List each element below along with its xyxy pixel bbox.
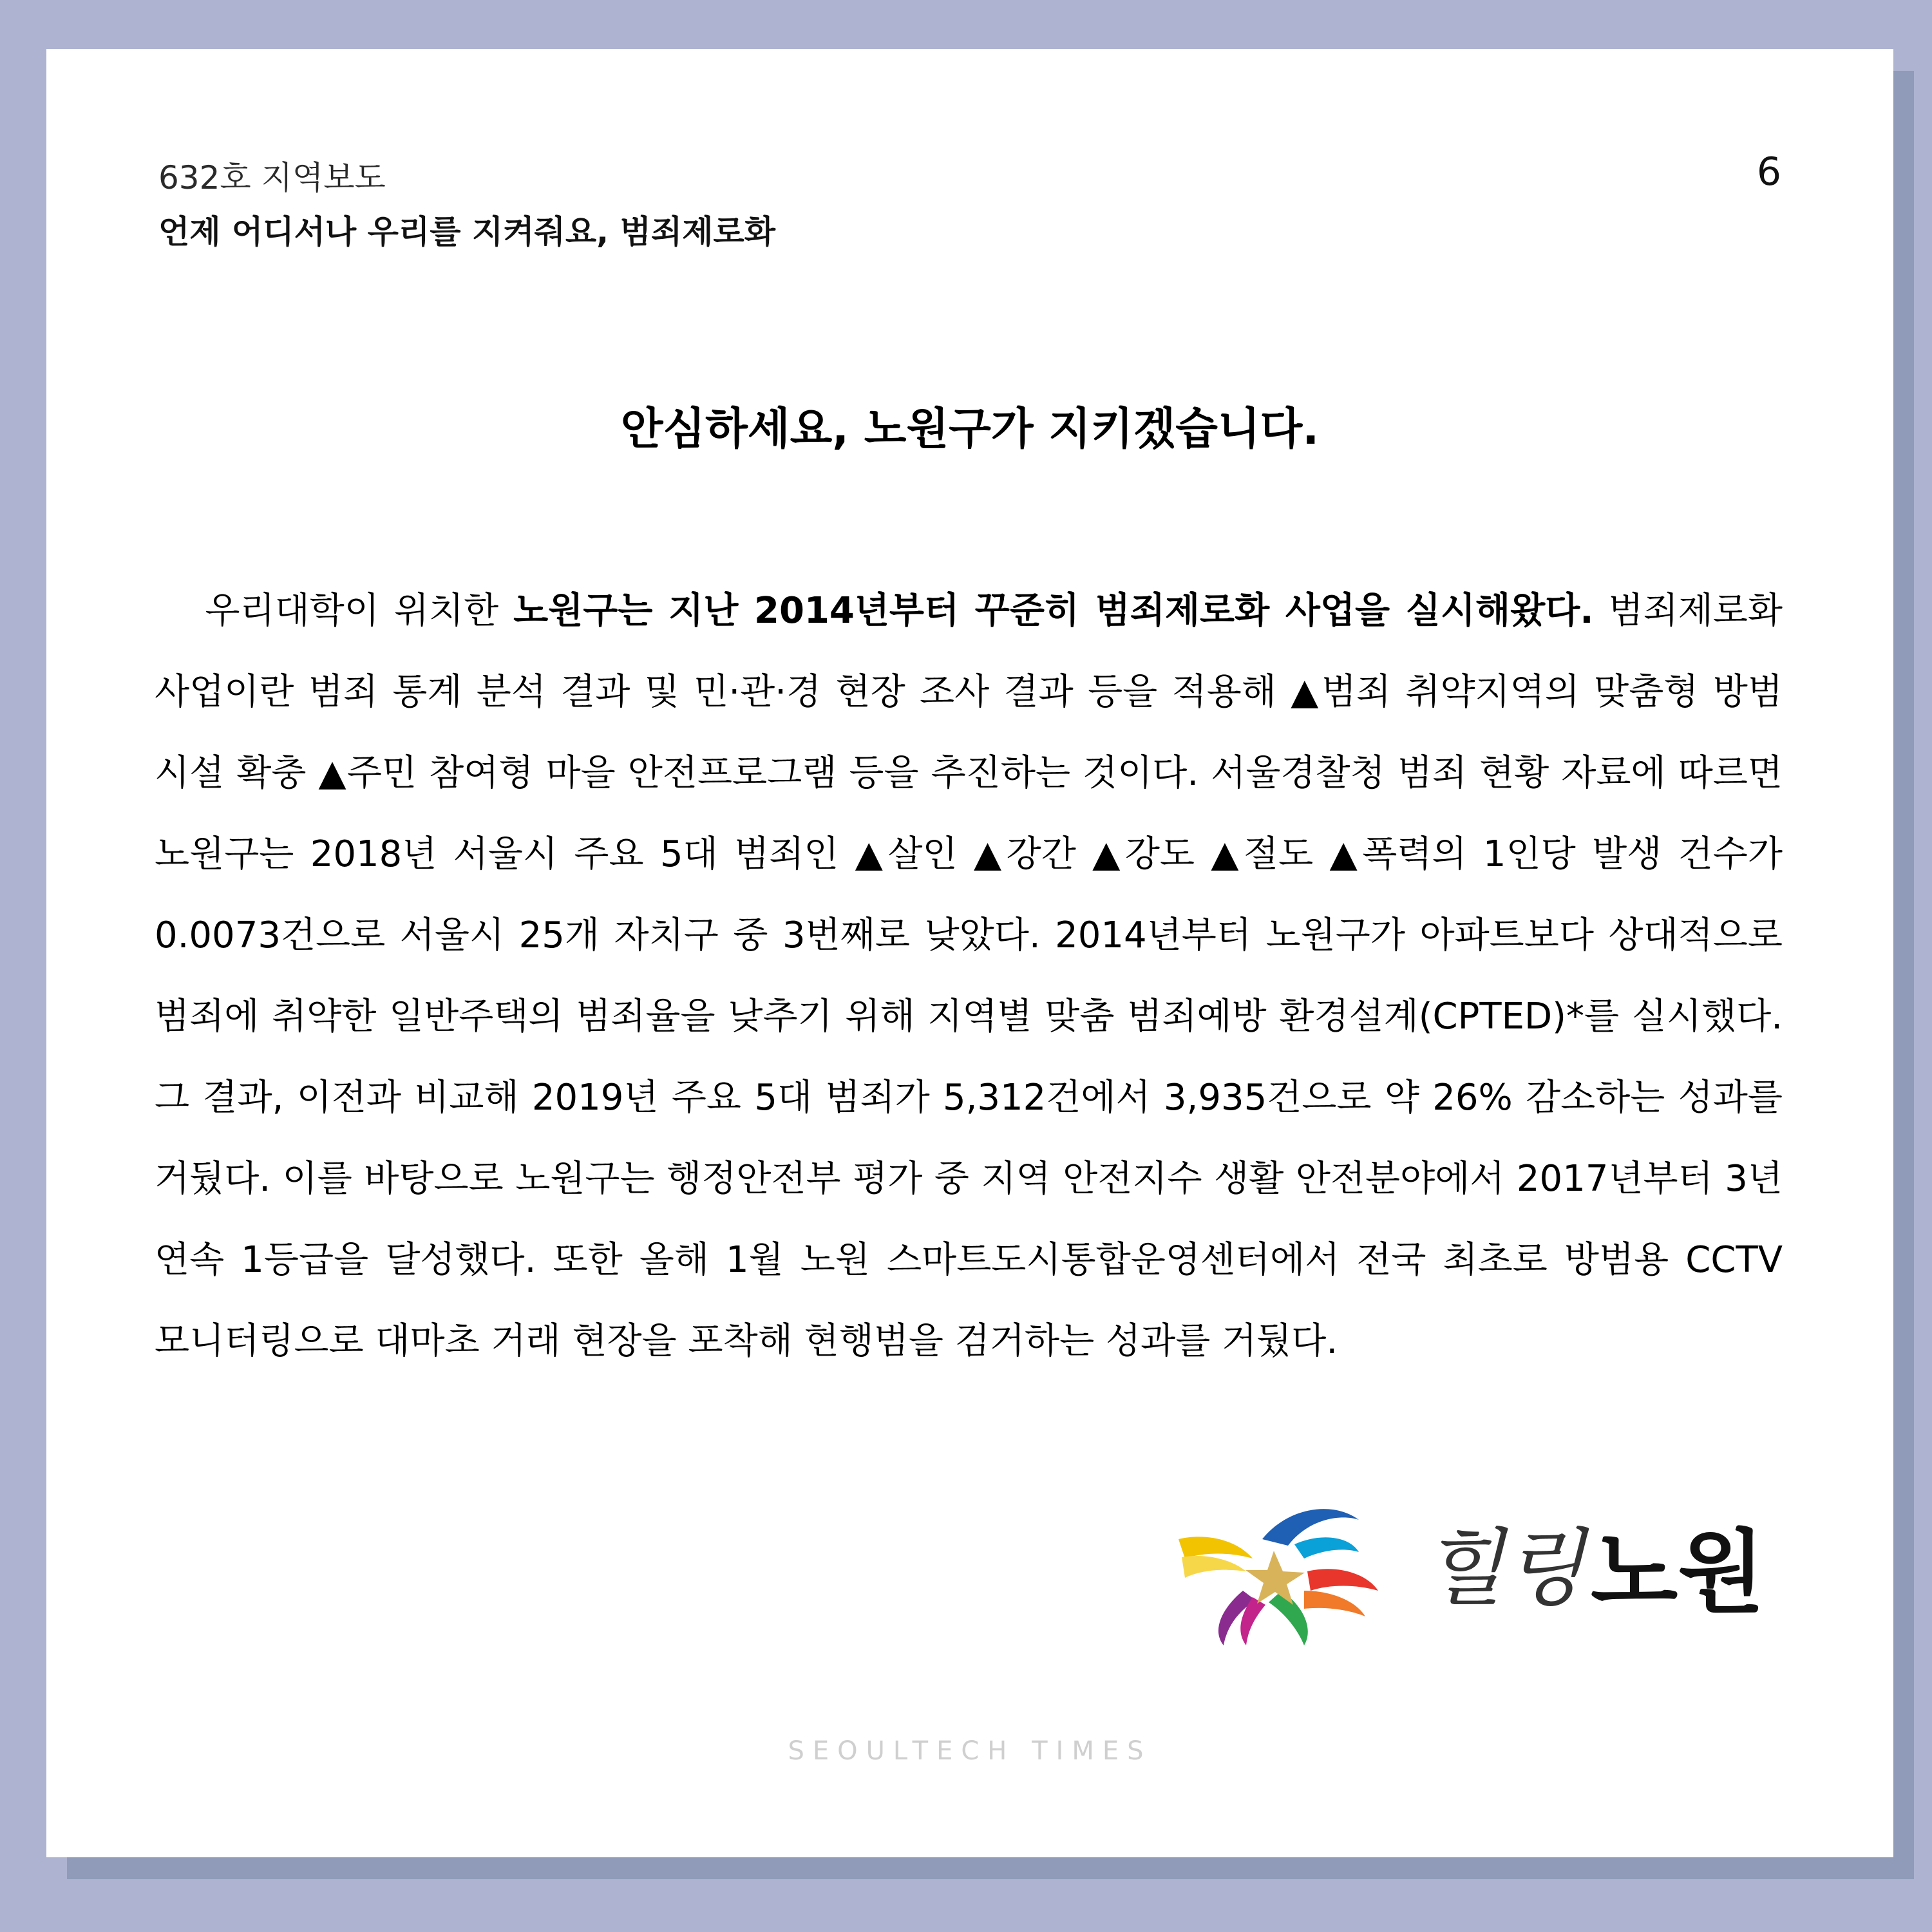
logo-text-nowon: 노원 [1591, 1520, 1765, 1625]
article-lead: 우리대학이 위치한 [205, 590, 514, 632]
article-headline: 안심하세요, 노원구가 지키겠습니다. [620, 404, 1320, 455]
footer-brand: SEOULTECH TIMES [788, 1736, 1152, 1766]
issue-label: 632호 지역보도 [158, 159, 386, 196]
article-paragraph: 범죄제로화 사업이란 범죄 통계 분석 결과 및 민·관·경 현장 조사 결과 등을 적용해 ▲범죄 취약지역의 맞춤형 방범 시설 확충 ▲주민 참여형 마을 안전프로그램 등을 추진하는 것이다. 서울경찰청 범죄 현황 자료에 따르면 노원구는 2018년 서울시 주요 5대 범죄인 ▲살인 ▲강간 ▲강도 ▲절도 ▲폭력의 1인당 발생 건수가 0.0073건으로 서울시 25개 자치구 중 3번째로 낮았다. 2014년부터 노원구가 아파트보다 상대적으로 범죄에 취약한 일반주택의 범죄율을 낮추기 위해 지역별 맞춤 범죄예방 환경설계(CPTED)*를 실시했다. 그 결과, 이전과 비교해 2019년 주요 5대 범죄가 5,312건에서 3,935건으로 약 26% 감소하는 성과를 거뒀다. 이를 바탕으로 노원구는 행정안전부 평가 중 지역 안전지수 생활 안전분야에서 2017년부터 3년 연속 1등급을 달성했다. 또한 올해 1월 노원 스마트도시통합운영센터에서 전국 최초로 방범용 CCTV 모니터링으로 대마초 거래 현장을 포착해 현행범을 검거하는 성과를 거뒀다. [155, 590, 1783, 1362]
star-emblem-icon [1179, 1509, 1378, 1645]
article-bold-statement: 노원구는 지난 2014년부터 꾸준히 범죄제로화 사업을 실시해왔다. [513, 590, 1594, 632]
healing-nowon-logo [1166, 1494, 1784, 1649]
logo-text-healing: 힐링 [1423, 1519, 1586, 1617]
section-title: 언제 어디서나 우리를 지켜줘요, 범죄제로화 [158, 213, 776, 251]
page-number: 6 [1756, 149, 1781, 194]
article-body [155, 571, 1783, 1382]
page-card [46, 49, 1893, 1857]
